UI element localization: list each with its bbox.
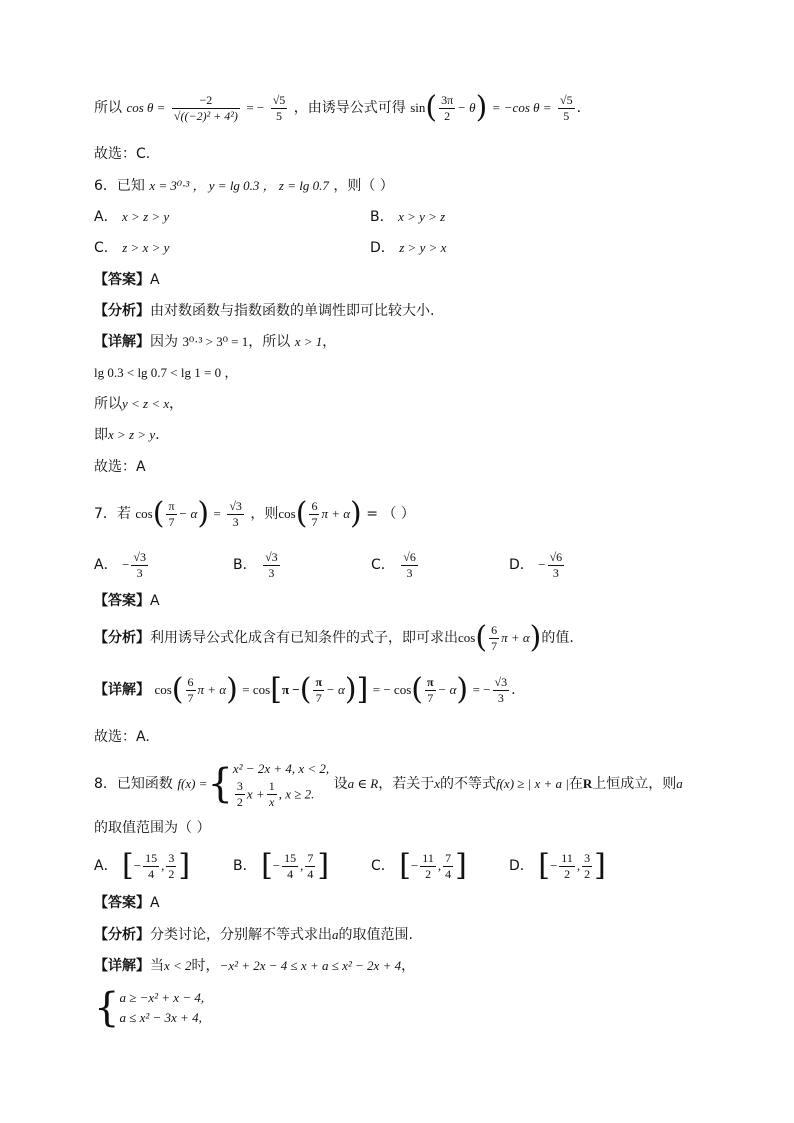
analysis-label: 【分析】分类讨论，分别解不等式求出a的取值范围.	[94, 927, 413, 943]
option-b: B． x > y > z	[370, 209, 446, 225]
answer-select: 故选：A.	[94, 729, 150, 745]
analysis-label: 【分析】利用诱导公式化成含有已知条件的式子，即可求出cos( $\frac{6}{7}$ π + α)的值.	[94, 620, 574, 655]
math: cos θ =	[126, 100, 166, 115]
option-d: D． z > y > x	[370, 240, 447, 256]
text: ，由诱导公式可得	[293, 100, 406, 116]
option-a: A． x > z > y	[94, 209, 170, 225]
detail-line-3: 所以y < z < x，	[94, 396, 184, 412]
detail-line: 【详解】当x < 2时，−x² + 2x − 4 ≤ x + a ≤ x² − 2x + 4，	[94, 958, 416, 974]
answer-label: 【答案】A	[94, 895, 160, 911]
option-c: C． $\frac{√6}{3}$	[371, 549, 416, 580]
detail-line-2: lg 0.3 < lg 0.7 < lg 1 = 0 ，	[94, 365, 238, 380]
solution-line-1: 所以 cos θ = $\frac{-2}{\text{√((−2)² + 4²)}}$ = − $\frac{√5}{5}$ ，由诱导公式可得 sin( $\frac{3\pi}{2}$ − θ) = −cos θ = $\frac{√5}{5}$ .	[94, 90, 582, 125]
math: sin	[410, 100, 426, 115]
option-b: B． $\frac{√3}{3}$	[233, 549, 278, 580]
answer-label: 【答案】A	[94, 593, 160, 609]
option-d: D． [− $\frac{11}{2}$ , $\frac{3}{2}$ ]	[509, 848, 606, 883]
option-d: D． − $\frac{√6}{3}$	[509, 549, 563, 580]
detail-line: 【详解】 cos( $\frac{6}{7}$ π + α) = cos[π −( $\frac{\pi}{7}$ − α)] = − cos( $\frac{\pi}{7}$ − α) = − $\frac{√3}{3}$ .	[94, 672, 516, 707]
math: = −	[246, 100, 265, 115]
answer-label: 【答案】A	[94, 272, 160, 288]
inequality-system: { a ≥ −x² + x − 4, a ≤ x² − 3x + 4,	[94, 985, 205, 1031]
question-6: 6．已知 x = 3⁰·³ ， y = lg 0.3 ， z = lg 0.7 ，则（ ）	[94, 178, 394, 194]
answer-select: 故选：C.	[94, 146, 151, 162]
fraction: $\frac{-2}{\text{√((−2)² + 4²)}}$	[173, 92, 238, 123]
fraction: $\frac{√5}{5}$	[272, 92, 286, 123]
question-8: 8．已知函数 f(x) ={ x² − 2x + 4, x < 2, $\frac{3}{2}$ x + $\frac{1}{x}$ , x ≥ 2. 设a ∈ R，若关于x的不等式f(x) ≥ | x + a |在R上恒成立，则a	[94, 760, 683, 809]
fraction: $\frac{3\pi}{2}$	[441, 92, 454, 123]
question-7: 7．若 cos( $\frac{\pi}{7}$ − α) = $\frac{√3}{3}$ ，则cos( $\frac{6}{7}$ π + α) = （ ）	[94, 496, 415, 531]
math: = −cos θ =	[491, 100, 552, 115]
question-8-cont: 的取值范围为（ ）	[94, 820, 211, 836]
option-c: C． [− $\frac{11}{2}$ , $\frac{7}{4}$ ]	[371, 848, 467, 883]
option-c: C． z > x > y	[94, 240, 170, 256]
fraction: $\frac{√5}{5}$	[560, 92, 573, 123]
detail-line-1: 【详解】因为 3⁰·³ > 3⁰ = 1，所以 x > 1，	[94, 334, 337, 350]
answer-select: 故选：A	[94, 459, 146, 475]
option-b: B． [− $\frac{15}{4}$ , $\frac{7}{4}$ ]	[233, 848, 330, 883]
option-a: A． [− $\frac{15}{4}$ , $\frac{3}{2}$ ]	[94, 848, 191, 883]
detail-line-4: 即x > z > y.	[94, 427, 160, 443]
text: 所以	[94, 100, 122, 116]
option-a: A． − $\frac{√3}{3}$	[94, 549, 146, 580]
analysis-label: 【分析】由对数函数与指数函数的单调性即可比较大小.	[94, 303, 435, 319]
